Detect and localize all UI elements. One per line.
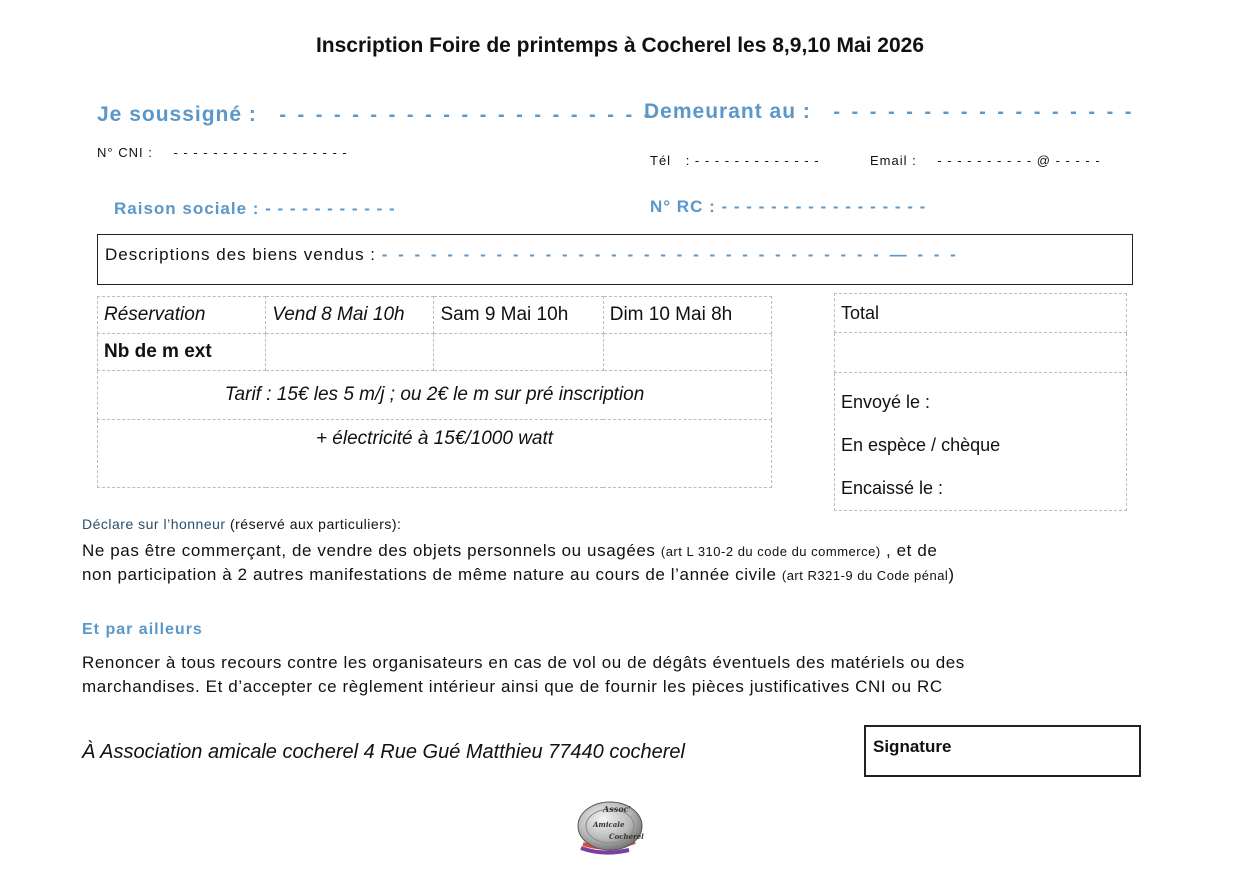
meters-row [98, 334, 772, 371]
total-value-row [835, 333, 1127, 373]
logo-text-1: Assoc' [603, 804, 631, 814]
soussigne-field[interactable]: - - - - - - - - - - - - - - - - - - - - - [279, 104, 654, 126]
par-ailleurs-line-1: Renoncer à tous recours contre les organisateurs en cas de vol ou de dégâts éventuels des matériels ou des [82, 653, 965, 672]
total-value-cell[interactable] [835, 333, 1127, 373]
tel-row [650, 153, 820, 168]
declare-line-1-ref: (art L 310-2 du code du commerce) [660, 544, 881, 559]
email-row [870, 153, 1101, 168]
soussigne-row [97, 103, 653, 127]
association-logo [573, 796, 647, 858]
association-address: À Association amicale cocherel 4 Rue Gué Matthieu 77440 cocherel [82, 741, 685, 763]
page-title: Inscription Foire de printemps à Cocherel les 8,9,10 Mai 2026 [315, 34, 925, 57]
descriptions-row [105, 245, 959, 265]
envoye-label: Envoyé le : [841, 392, 931, 412]
tel-field[interactable]: : - - - - - - - - - - - - - [685, 153, 820, 168]
rc-field[interactable]: N° RC : - - - - - - - - - - - - - - - - - [650, 197, 927, 216]
declare-line-1-main: Ne pas être commerçant, de vendre des objets personnels ou usagées [82, 541, 656, 560]
signature-box[interactable] [864, 725, 1141, 777]
tarif-row [98, 371, 772, 420]
tel-label: Tél [650, 153, 672, 168]
logo-text-3: Cocherel [609, 832, 644, 841]
reservation-table [97, 296, 772, 488]
demeurant-field[interactable]: - - - - - - - - - - - - - - - - - [833, 101, 1135, 123]
cni-row [97, 145, 348, 160]
declare-line-2 [82, 565, 955, 585]
payment-cell [835, 373, 1127, 511]
raison-sociale-field[interactable]: Raison sociale : - - - - - - - - - - - [114, 199, 396, 218]
sunday-header: Dim 10 Mai 8h [603, 297, 771, 334]
descriptions-field[interactable]: - - - - - - - - - - - - - - - - - - - - - - - - - - - - - - - — - - - [381, 245, 959, 264]
declare-line-1-end: , et de [885, 541, 938, 560]
total-label: Total [835, 294, 1127, 333]
sunday-meters-cell[interactable] [603, 334, 771, 371]
cni-field[interactable]: - - - - - - - - - - - - - - - - - - [173, 145, 348, 160]
reservation-header: Réservation [98, 297, 266, 334]
declare-label: Déclare sur l’honneur [82, 516, 226, 532]
declare-line-1 [82, 541, 937, 561]
declare-line-2-ref: (art R321-9 du Code pénal [781, 568, 949, 583]
electricite-row [98, 420, 772, 488]
espece-label: En espèce / chèque [841, 435, 1001, 455]
descriptions-label: Descriptions des biens vendus : [105, 245, 377, 264]
demeurant-label: Demeurant au : [644, 100, 811, 123]
declare-line-2-end: ) [948, 565, 955, 584]
declare-heading [82, 516, 401, 532]
logo-graphic [573, 796, 647, 858]
declare-note: (réservé aux particuliers): [229, 516, 402, 532]
encaisse-label: Encaissé le : [841, 478, 944, 498]
par-ailleurs-line-2: marchandises. Et d’accepter ce règlement intérieur ainsi que de fournir les pièces justificatives CNI ou RC [82, 677, 943, 696]
friday-header: Vend 8 Mai 10h [266, 297, 434, 334]
par-ailleurs-heading: Et par ailleurs [82, 621, 203, 638]
total-table [834, 293, 1127, 511]
saturday-header: Sam 9 Mai 10h [434, 297, 603, 334]
logo-text-2: Amicale [593, 820, 625, 829]
signature-label: Signature [873, 737, 952, 756]
reservation-header-row [98, 297, 772, 334]
saturday-meters-cell[interactable] [434, 334, 603, 371]
payment-row [835, 373, 1127, 511]
meters-label: Nb de m ext [98, 334, 266, 371]
declare-line-2-main: non participation à 2 autres manifestations de même nature au cours de l’année civile [82, 565, 777, 584]
electricite-text: + électricité à 15€/1000 watt [98, 420, 772, 488]
tarif-text: Tarif : 15€ les 5 m/j ; ou 2€ le m sur pré inscription [98, 371, 772, 420]
total-row [835, 294, 1127, 333]
email-label: Email : [870, 153, 917, 168]
demeurant-row [644, 100, 1134, 124]
soussigne-label: Je soussigné : [97, 103, 257, 126]
friday-meters-cell[interactable] [266, 334, 434, 371]
descriptions-box[interactable] [97, 234, 1133, 285]
email-field[interactable]: - - - - - - - - - - @ - - - - - [937, 153, 1101, 168]
cni-label: N° CNI : [97, 145, 153, 160]
